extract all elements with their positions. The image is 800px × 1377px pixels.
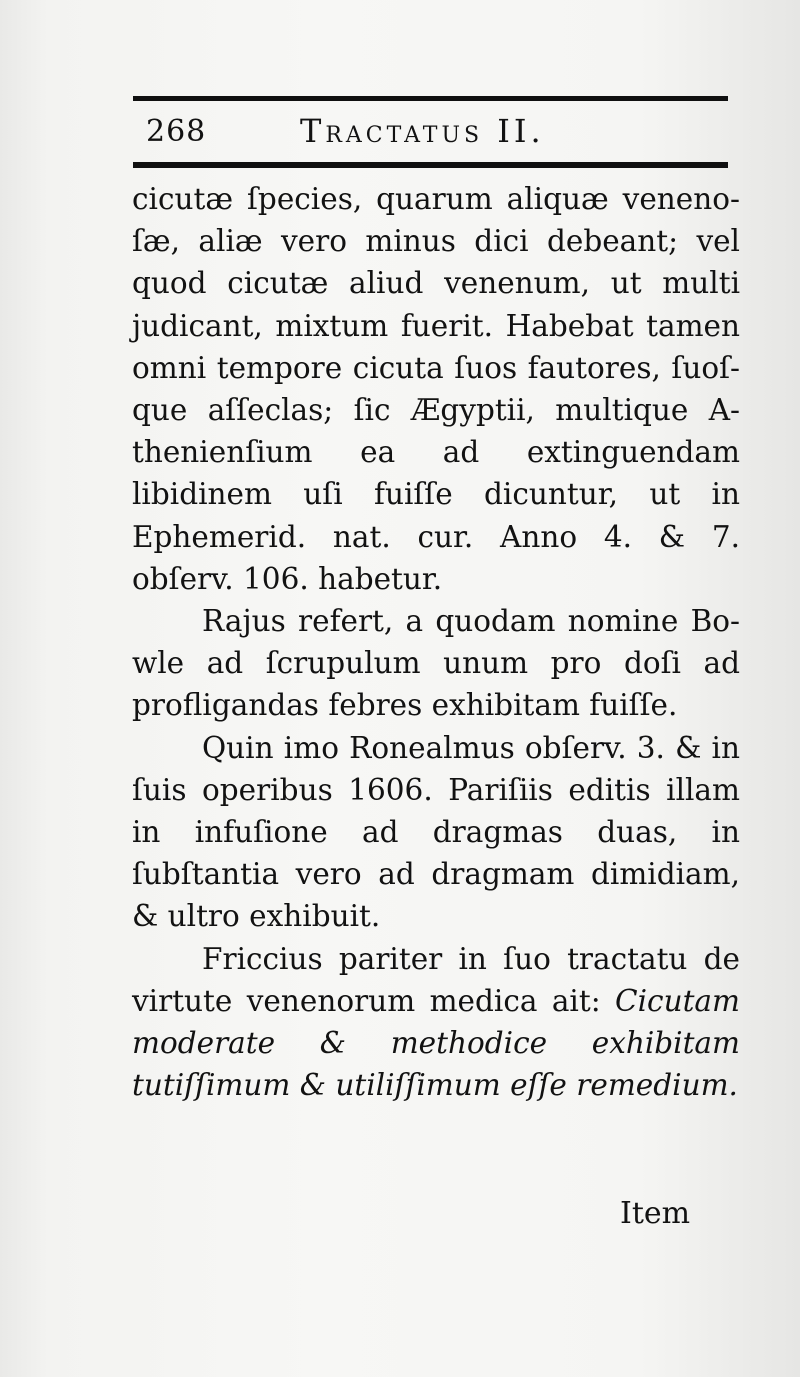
- paragraph-friccius: [132, 938, 740, 1107]
- catchword: Item: [620, 1196, 691, 1231]
- running-title: Tractatus II.: [300, 112, 545, 150]
- paragraph-friccius-quote: Cicutam moderate & methodice exhibitam tutiſſimum & utiliſſimum eſſe remedium.: [132, 983, 740, 1103]
- header-rule-bottom: [133, 162, 728, 168]
- paragraph-rajus: Rajus refert, a quodam nomine Bowle ad ſcrupulum unum pro doſi ad profligandas febres exhibitam fuiſſe.: [132, 604, 740, 723]
- running-header: [140, 106, 730, 156]
- paragraph-continued: cicutæ ſpecies, quarum aliquæ venenoſæ, aliæ vero minus dici debeant; vel quod cicutæ aliud venenum, ut multi judicant, mixtum fuerit. Habebat tamen omni tempore cicuta ſuos fautores, ſuoſque aſſeclas; ſic Ægyptii, multique Athenienſium ea ad extinguendam libidinem uſi fuiſſe dicuntur, ut in Ephemerid. nat. cur. Anno 4. & 7. obſerv. 106. habetur.: [132, 182, 740, 596]
- paragraph-friccius-text: Friccius pariter in ſuo tractatu de virtute venenorum medica ait:: [132, 941, 740, 1018]
- header-rule-top: [133, 96, 728, 101]
- body-text: [132, 178, 740, 1106]
- paragraph-ronealmus: Quin imo Ronealmus obſerv. 3. & in ſuis operibus 1606. Pariſiis editis illam in infuſione ad dragmas duas, in ſubſtantia vero ad dragmam dimidiam, & ultro exhibuit.: [132, 730, 740, 934]
- page-number: 268: [146, 114, 207, 149]
